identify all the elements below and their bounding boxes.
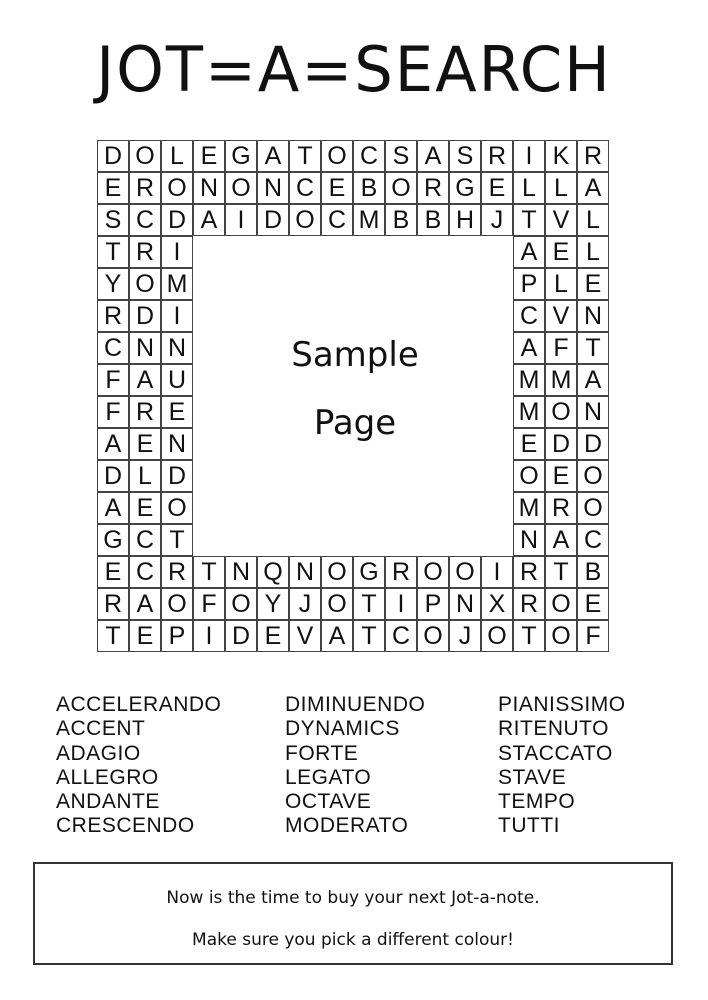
grid-cell[interactable]: R	[129, 236, 161, 268]
grid-cell[interactable]: J	[289, 588, 321, 620]
grid-cell[interactable]: T	[193, 556, 225, 588]
grid-cell[interactable]: E	[129, 620, 161, 652]
grid-cell[interactable]: O	[225, 588, 257, 620]
grid-cell[interactable]: T	[289, 140, 321, 172]
grid-cell[interactable]: O	[513, 460, 545, 492]
grid-cell[interactable]: D	[97, 460, 129, 492]
grid-cell[interactable]: L	[129, 460, 161, 492]
grid-cell[interactable]: C	[129, 204, 161, 236]
grid-cell[interactable]: L	[577, 236, 609, 268]
grid-cell[interactable]: N	[577, 396, 609, 428]
grid-cell[interactable]: E	[193, 140, 225, 172]
word-list-item: PIANISSIMO	[498, 693, 626, 716]
grid-cell[interactable]: N	[161, 332, 193, 364]
grid-cell[interactable]: O	[545, 588, 577, 620]
grid-cell[interactable]: D	[97, 140, 129, 172]
grid-cell[interactable]: V	[545, 300, 577, 332]
grid-cell[interactable]: E	[97, 172, 129, 204]
grid-cell[interactable]: A	[97, 428, 129, 460]
grid-cell[interactable]: A	[97, 492, 129, 524]
grid-cell[interactable]: O	[545, 620, 577, 652]
word-list-column-3	[498, 693, 626, 839]
letter-grid	[97, 140, 609, 652]
grid-cell[interactable]: L	[161, 140, 193, 172]
grid-cell[interactable]: T	[97, 236, 129, 268]
grid-cell[interactable]: F	[97, 396, 129, 428]
grid-cell[interactable]: M	[513, 364, 545, 396]
grid-cell[interactable]: A	[321, 620, 353, 652]
grid-cell[interactable]: P	[417, 588, 449, 620]
grid-cell[interactable]: E	[129, 428, 161, 460]
grid-cell[interactable]: A	[257, 140, 289, 172]
word-list-item: STACCATO	[498, 741, 613, 765]
grid-cell[interactable]: L	[545, 268, 577, 300]
word-list-column-2	[285, 693, 425, 839]
grid-cell[interactable]: C	[289, 172, 321, 204]
grid-cell[interactable]: N	[161, 428, 193, 460]
grid-cell[interactable]: M	[161, 268, 193, 300]
grid-cell[interactable]: I	[193, 620, 225, 652]
grid-cell[interactable]: S	[449, 140, 481, 172]
grid-cell[interactable]: C	[577, 524, 609, 556]
grid-cell[interactable]: I	[513, 140, 545, 172]
grid-cell[interactable]: T	[513, 620, 545, 652]
grid-cell[interactable]: G	[353, 556, 385, 588]
grid-cell[interactable]: D	[129, 300, 161, 332]
word-list-item: ALLEGRO	[56, 765, 159, 789]
grid-cell[interactable]: O	[417, 620, 449, 652]
grid-cell[interactable]: E	[545, 460, 577, 492]
grid-cell[interactable]: C	[353, 140, 385, 172]
grid-cell[interactable]: N	[225, 556, 257, 588]
grid-cell[interactable]: J	[481, 204, 513, 236]
word-list-item: MODERATO	[285, 814, 409, 838]
grid-cell[interactable]: R	[97, 588, 129, 620]
word-list-item: OCTAVE	[285, 790, 372, 814]
grid-cell[interactable]: N	[577, 300, 609, 332]
grid-cell[interactable]: O	[481, 620, 513, 652]
grid-cell[interactable]: O	[225, 172, 257, 204]
word-list-item: TUTTI	[498, 814, 560, 838]
grid-cell[interactable]: O	[161, 492, 193, 524]
grid-cell[interactable]: S	[97, 204, 129, 236]
word-list-item: DYNAMICS	[285, 717, 400, 741]
grid-cell[interactable]: L	[545, 172, 577, 204]
grid-cell[interactable]: I	[225, 204, 257, 236]
grid-cell[interactable]: A	[513, 236, 545, 268]
grid-cell[interactable]: A	[417, 140, 449, 172]
grid-cell[interactable]: C	[129, 524, 161, 556]
word-list-item: ACCELERANDO	[56, 693, 222, 716]
grid-cell[interactable]: Y	[257, 588, 289, 620]
grid-cell[interactable]: O	[545, 396, 577, 428]
word-list-column-1	[56, 693, 221, 839]
grid-cell[interactable]: O	[289, 204, 321, 236]
grid-cell[interactable]: O	[449, 556, 481, 588]
grid-cell[interactable]: E	[321, 172, 353, 204]
grid-cell[interactable]: B	[577, 556, 609, 588]
grid-cell[interactable]: V	[289, 620, 321, 652]
grid-cell[interactable]: E	[97, 556, 129, 588]
grid-cell[interactable]: M	[545, 364, 577, 396]
grid-cell[interactable]: Y	[97, 268, 129, 300]
grid-cell[interactable]: A	[545, 524, 577, 556]
grid-cell[interactable]: M	[353, 204, 385, 236]
word-list-item: ACCENT	[56, 717, 146, 741]
grid-cell[interactable]: O	[161, 172, 193, 204]
grid-cell[interactable]: R	[481, 140, 513, 172]
grid-cell[interactable]: C	[385, 620, 417, 652]
word-list-item: LEGATO	[285, 765, 372, 789]
grid-cell[interactable]: T	[513, 204, 545, 236]
grid-cell[interactable]: B	[353, 172, 385, 204]
grid-cell[interactable]: D	[577, 428, 609, 460]
grid-cell[interactable]: O	[129, 140, 161, 172]
grid-cell[interactable]: E	[577, 268, 609, 300]
grid-cell[interactable]: O	[417, 556, 449, 588]
grid-cell[interactable]: P	[513, 268, 545, 300]
grid-cell[interactable]: I	[161, 236, 193, 268]
grid-cell[interactable]: G	[449, 172, 481, 204]
word-list-item: FORTE	[285, 741, 359, 765]
grid-cell[interactable]: M	[513, 492, 545, 524]
grid-cell[interactable]: T	[97, 620, 129, 652]
grid-cell[interactable]: N	[449, 588, 481, 620]
grid-cell[interactable]: O	[321, 588, 353, 620]
word-list-item: ANDANTE	[56, 790, 160, 814]
puzzle-title: JOT=A=SEARCH	[96, 33, 612, 106]
grid-cell[interactable]: B	[417, 204, 449, 236]
grid-cell[interactable]: P	[161, 620, 193, 652]
grid-cell[interactable]: Q	[257, 556, 289, 588]
grid-cell[interactable]: R	[513, 556, 545, 588]
word-list-item: TEMPO	[498, 790, 576, 814]
grid-cell[interactable]: C	[97, 332, 129, 364]
grid-cell[interactable]: F	[577, 620, 609, 652]
grid-cell[interactable]: D	[161, 204, 193, 236]
word-list-item: STAVE	[498, 765, 567, 789]
grid-cell[interactable]: I	[481, 556, 513, 588]
footer-line-2: Make sure you pick a different colour!	[192, 930, 514, 950]
grid-cell[interactable]: F	[193, 588, 225, 620]
grid-cell[interactable]: R	[545, 492, 577, 524]
grid-cell[interactable]: O	[577, 492, 609, 524]
grid-cell[interactable]: V	[545, 204, 577, 236]
grid-cell[interactable]: E	[577, 588, 609, 620]
grid-cell[interactable]: L	[513, 172, 545, 204]
grid-cell[interactable]: C	[513, 300, 545, 332]
grid-cell[interactable]: A	[129, 364, 161, 396]
grid-cell[interactable]: U	[161, 364, 193, 396]
word-list-item: ADAGIO	[56, 741, 141, 765]
grid-cell[interactable]: X	[481, 588, 513, 620]
grid-cell[interactable]: D	[161, 460, 193, 492]
grid-cell[interactable]: T	[577, 332, 609, 364]
grid-cell[interactable]: N	[513, 524, 545, 556]
footer-line-1: Now is the time to buy your next Jot-a-note.	[166, 888, 540, 908]
grid-cell[interactable]: C	[129, 556, 161, 588]
grid-cell[interactable]: K	[545, 140, 577, 172]
grid-cell[interactable]: N	[193, 172, 225, 204]
grid-cell[interactable]: R	[577, 140, 609, 172]
grid-cell[interactable]: A	[577, 364, 609, 396]
grid-cell[interactable]: O	[577, 460, 609, 492]
grid-cell[interactable]: D	[257, 204, 289, 236]
grid-cell[interactable]: R	[385, 556, 417, 588]
grid-cell[interactable]: O	[161, 588, 193, 620]
grid-cell[interactable]: G	[225, 140, 257, 172]
grid-cell[interactable]: D	[545, 428, 577, 460]
grid-cell[interactable]: L	[577, 204, 609, 236]
grid-cell[interactable]: D	[225, 620, 257, 652]
grid-cell[interactable]: E	[481, 172, 513, 204]
grid-cell[interactable]: T	[545, 556, 577, 588]
word-list-item: DIMINUENDO	[285, 693, 426, 716]
grid-cell[interactable]: T	[353, 588, 385, 620]
grid-cell[interactable]: R	[161, 556, 193, 588]
grid-cell[interactable]: E	[545, 236, 577, 268]
grid-cell[interactable]: A	[193, 204, 225, 236]
grid-cell[interactable]: S	[385, 140, 417, 172]
grid-cell[interactable]: G	[97, 524, 129, 556]
grid-cell[interactable]: A	[129, 588, 161, 620]
grid-cell[interactable]: F	[545, 332, 577, 364]
word-list-item: RITENUTO	[498, 717, 609, 741]
grid-cell[interactable]: R	[97, 300, 129, 332]
grid-cell[interactable]: E	[129, 492, 161, 524]
sample-label-line1: Sample	[291, 335, 419, 375]
grid-cell[interactable]: I	[161, 300, 193, 332]
grid-cell[interactable]: T	[353, 620, 385, 652]
grid-cell[interactable]: I	[385, 588, 417, 620]
grid-cell[interactable]: A	[577, 172, 609, 204]
grid-cell[interactable]: E	[161, 396, 193, 428]
grid-cell[interactable]: N	[257, 172, 289, 204]
grid-cell[interactable]: M	[513, 396, 545, 428]
grid-cell[interactable]: A	[513, 332, 545, 364]
grid-cell[interactable]: C	[321, 204, 353, 236]
grid-cell[interactable]: N	[289, 556, 321, 588]
grid-cell[interactable]: E	[257, 620, 289, 652]
grid-cell[interactable]: O	[129, 268, 161, 300]
grid-cell[interactable]: T	[161, 524, 193, 556]
word-list-item: CRESCENDO	[56, 814, 195, 838]
grid-cell[interactable]: O	[321, 140, 353, 172]
sample-label-line2: Page	[313, 403, 397, 443]
footer-message-box	[33, 862, 673, 965]
grid-cell[interactable]: R	[129, 172, 161, 204]
grid-cell[interactable]: N	[129, 332, 161, 364]
grid-cell[interactable]: H	[449, 204, 481, 236]
grid-cell[interactable]: R	[417, 172, 449, 204]
grid-cell[interactable]: O	[321, 556, 353, 588]
grid-cell[interactable]: B	[385, 204, 417, 236]
grid-cell[interactable]: R	[513, 588, 545, 620]
grid-cell[interactable]: F	[97, 364, 129, 396]
grid-cell[interactable]: R	[129, 396, 161, 428]
grid-cell[interactable]: J	[449, 620, 481, 652]
grid-cell[interactable]: E	[513, 428, 545, 460]
grid-cell[interactable]: O	[385, 172, 417, 204]
